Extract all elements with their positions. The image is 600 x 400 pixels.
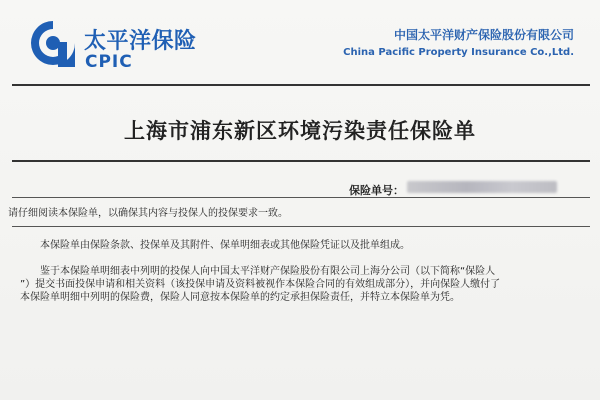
brand-name-cn: 太平洋保险 xyxy=(84,29,197,54)
reading-notice: 请仔细阅读本保险单，以确保其内容与投保人的投保要求一致。 xyxy=(8,208,288,219)
title-divider xyxy=(12,160,590,162)
brand-name-en: CPIC xyxy=(85,52,133,72)
notice-top-divider xyxy=(12,197,590,198)
paragraph-line: ”）提交书面投保申请和相关资料（该投保申请及资料被视作本保险合同的有效组成部分），并向保险人缴付了 xyxy=(20,279,501,290)
cpic-logo xyxy=(28,18,268,74)
paragraph-line: 本保险单明细中列明的保险费，保险人同意按本保险单的约定承担保险责任，并特立本保险单为凭。 xyxy=(20,292,460,303)
company-name-block xyxy=(343,26,574,58)
document-title: 上海市浦东新区环境污染责任保险单 xyxy=(124,119,476,143)
company-name-en: China Pacific Property Insurance Co.,Ltd. xyxy=(343,47,574,58)
cpic-logo-icon xyxy=(28,18,78,72)
company-name-cn: 中国太平洋财产保险股份有限公司 xyxy=(393,28,574,42)
policy-agreement-paragraph xyxy=(20,265,580,304)
policy-number-label: 保险单号： xyxy=(349,184,404,197)
policy-composition-paragraph: 本保险单由保险条款、投保单及其附件、保单明细表或其他保险凭证以及批单组成。 xyxy=(40,240,410,251)
notice-bottom-divider xyxy=(12,226,590,227)
header-divider xyxy=(12,84,590,86)
policy-number-redacted xyxy=(407,181,557,193)
paragraph-line: 鉴于本保险单明细表中列明的投保人向中国太平洋财产保险股份有限公司上海分公司（以下简称“保险人 xyxy=(40,266,496,277)
